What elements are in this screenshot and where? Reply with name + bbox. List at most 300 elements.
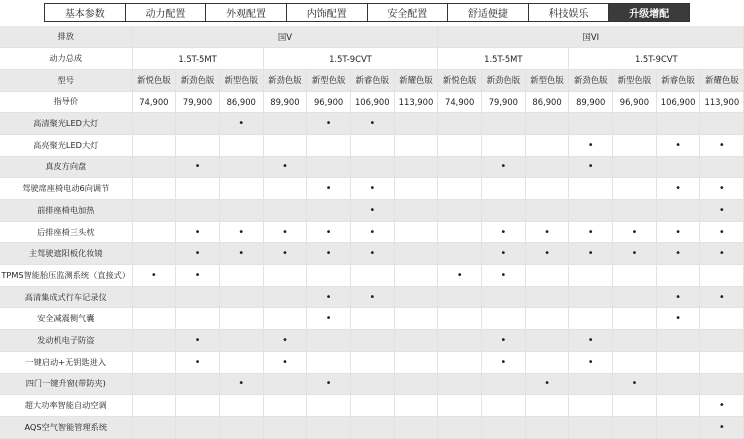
feature-row (0, 178, 744, 200)
feature-cell (438, 373, 482, 395)
standard-dot-icon: • (325, 291, 332, 303)
feature-cell (656, 134, 700, 156)
feature-label: 主驾驶遮阳板化妆镜 (0, 243, 132, 265)
model-row (0, 69, 744, 91)
feature-row (0, 243, 744, 265)
feature-cell (176, 265, 220, 287)
tab-7[interactable]: 科技娱乐 (528, 4, 609, 21)
feature-row (0, 113, 744, 135)
powertrain-group-1: 1.5T-5MT (132, 48, 263, 70)
feature-cell (656, 265, 700, 287)
model-cell: 新睿色版 (350, 69, 394, 91)
feature-cell (525, 416, 569, 438)
feature-cell (132, 156, 176, 178)
feature-cell (613, 134, 657, 156)
feature-cell (482, 286, 526, 308)
feature-cell (569, 416, 613, 438)
feature-cell (482, 113, 526, 135)
feature-cell (613, 373, 657, 395)
feature-cell (525, 265, 569, 287)
feature-cell (307, 373, 351, 395)
feature-label: 四门一键升窗(带防夹) (0, 373, 132, 395)
feature-cell (613, 178, 657, 200)
price-cell: 79,900 (482, 91, 526, 113)
feature-cell (307, 330, 351, 352)
tab-4[interactable]: 内饰配置 (286, 4, 367, 21)
feature-row (0, 134, 744, 156)
model-cell: 新耀色版 (700, 69, 744, 91)
feature-cell (569, 351, 613, 373)
standard-dot-icon: • (675, 291, 682, 303)
standard-dot-icon: • (194, 248, 201, 260)
emission-group-1: 国V (132, 26, 438, 48)
standard-dot-icon: • (544, 226, 550, 238)
standard-dot-icon: • (325, 118, 332, 130)
standard-dot-icon: • (194, 334, 201, 346)
feature-cell (656, 156, 700, 178)
feature-cell (525, 330, 569, 352)
feature-cell (176, 243, 220, 265)
feature-cell (438, 330, 482, 352)
feature-cell (700, 221, 744, 243)
feature-cell (263, 113, 307, 135)
standard-dot-icon: • (500, 269, 507, 281)
feature-cell (482, 351, 526, 373)
feature-cell (350, 416, 394, 438)
price-cell: 74,900 (132, 91, 176, 113)
standard-dot-icon: • (369, 291, 376, 303)
feature-cell (569, 286, 613, 308)
feature-cell (132, 373, 176, 395)
feature-cell (656, 330, 700, 352)
feature-cell (219, 113, 263, 135)
feature-label: 超大功率智能自动空调 (0, 395, 132, 417)
feature-cell (569, 243, 613, 265)
feature-cell (525, 156, 569, 178)
feature-cell (350, 134, 394, 156)
feature-cell (700, 416, 744, 438)
standard-dot-icon: • (150, 269, 157, 281)
model-cell: 新型色版 (219, 69, 263, 91)
feature-cell (132, 178, 176, 200)
feature-cell (525, 286, 569, 308)
feature-cell (656, 200, 700, 222)
feature-cell (482, 416, 526, 438)
model-cell: 新劲色版 (569, 69, 613, 91)
feature-cell (176, 221, 220, 243)
feature-cell (394, 373, 438, 395)
feature-cell (350, 308, 394, 330)
feature-cell (700, 113, 744, 135)
feature-cell (394, 156, 438, 178)
feature-cell (656, 395, 700, 417)
standard-dot-icon: • (718, 226, 725, 238)
feature-cell (307, 308, 351, 330)
feature-label: 发动机电子防盗 (0, 330, 132, 352)
row-label: 指导价 (0, 91, 132, 113)
feature-cell (307, 286, 351, 308)
feature-cell (438, 395, 482, 417)
feature-cell (613, 200, 657, 222)
standard-dot-icon: • (281, 226, 288, 238)
feature-cell (700, 134, 744, 156)
feature-cell (525, 373, 569, 395)
feature-row (0, 351, 744, 373)
feature-row (0, 373, 744, 395)
feature-cell (307, 156, 351, 178)
standard-dot-icon: • (325, 183, 332, 195)
feature-cell (656, 416, 700, 438)
standard-dot-icon: • (587, 334, 594, 346)
price-cell: 96,900 (613, 91, 657, 113)
standard-dot-icon: • (281, 356, 288, 368)
feature-label: AQS空气智能管理系统 (0, 416, 132, 438)
standard-dot-icon: • (194, 269, 201, 281)
standard-dot-icon: • (238, 118, 245, 130)
model-cell: 新型色版 (613, 69, 657, 91)
standard-dot-icon: • (238, 248, 245, 260)
feature-cell (132, 134, 176, 156)
feature-cell (482, 373, 526, 395)
feature-label: 真皮方向盘 (0, 156, 132, 178)
feature-cell (219, 200, 263, 222)
feature-cell (307, 395, 351, 417)
feature-cell (394, 134, 438, 156)
feature-cell (525, 243, 569, 265)
standard-dot-icon: • (587, 226, 594, 238)
feature-cell (176, 308, 220, 330)
standard-dot-icon: • (325, 226, 332, 238)
feature-cell (132, 395, 176, 417)
standard-dot-icon: • (718, 139, 725, 151)
feature-cell (219, 395, 263, 417)
tab-3[interactable]: 外观配置 (205, 4, 286, 21)
feature-cell (700, 156, 744, 178)
powertrain-group-3: 1.5T-5MT (438, 48, 569, 70)
feature-cell (700, 200, 744, 222)
feature-cell (482, 265, 526, 287)
feature-cell (219, 330, 263, 352)
feature-cell (482, 178, 526, 200)
standard-dot-icon: • (675, 313, 682, 325)
standard-dot-icon: • (718, 291, 725, 303)
feature-cell (350, 156, 394, 178)
feature-cell (438, 178, 482, 200)
feature-cell (656, 221, 700, 243)
feature-cell (263, 286, 307, 308)
standard-dot-icon: • (281, 248, 288, 260)
standard-dot-icon: • (544, 378, 550, 390)
feature-cell (307, 113, 351, 135)
feature-cell (350, 200, 394, 222)
feature-cell (656, 113, 700, 135)
standard-dot-icon: • (325, 313, 332, 325)
standard-dot-icon: • (631, 226, 638, 238)
feature-cell (350, 286, 394, 308)
standard-dot-icon: • (456, 269, 463, 281)
feature-cell (132, 286, 176, 308)
price-cell: 106,900 (656, 91, 700, 113)
feature-cell (394, 416, 438, 438)
price-row (0, 91, 744, 113)
feature-cell (132, 113, 176, 135)
feature-cell (656, 286, 700, 308)
feature-cell (219, 156, 263, 178)
standard-dot-icon: • (675, 139, 682, 151)
feature-cell (176, 286, 220, 308)
feature-cell (438, 134, 482, 156)
feature-cell (525, 221, 569, 243)
feature-cell (438, 265, 482, 287)
feature-cell (176, 373, 220, 395)
price-cell: 86,900 (525, 91, 569, 113)
feature-cell (525, 134, 569, 156)
tab-8[interactable]: 升级增配 (608, 4, 689, 21)
feature-cell (394, 330, 438, 352)
feature-cell (438, 243, 482, 265)
standard-dot-icon: • (194, 226, 201, 238)
row-label: 排放 (0, 26, 132, 48)
feature-cell (307, 200, 351, 222)
model-cell: 新悦色版 (132, 69, 176, 91)
standard-dot-icon: • (500, 161, 507, 173)
feature-cell (700, 330, 744, 352)
standard-dot-icon: • (281, 161, 288, 173)
feature-cell (219, 373, 263, 395)
feature-cell (613, 308, 657, 330)
feature-cell (176, 330, 220, 352)
feature-cell (307, 416, 351, 438)
model-cell: 新劲色版 (482, 69, 526, 91)
feature-label: 高清聚光LED大灯 (0, 113, 132, 135)
feature-cell (219, 134, 263, 156)
feature-cell (700, 178, 744, 200)
standard-dot-icon: • (675, 183, 682, 195)
price-cell: 89,900 (263, 91, 307, 113)
price-cell: 113,900 (700, 91, 744, 113)
feature-cell (263, 308, 307, 330)
feature-row (0, 416, 744, 438)
feature-label: 高亮聚光LED大灯 (0, 134, 132, 156)
feature-cell (700, 308, 744, 330)
feature-cell (176, 178, 220, 200)
feature-cell (350, 243, 394, 265)
model-cell: 新睿色版 (656, 69, 700, 91)
price-cell: 106,900 (350, 91, 394, 113)
feature-cell (394, 243, 438, 265)
standard-dot-icon: • (718, 248, 725, 260)
feature-cell (263, 330, 307, 352)
powertrain-group-2: 1.5T-9CVT (263, 48, 438, 70)
standard-dot-icon: • (587, 139, 594, 151)
feature-label: TPMS智能胎压监测系统（直接式） (0, 265, 132, 287)
row-label: 动力总成 (0, 48, 132, 70)
feature-cell (394, 308, 438, 330)
feature-cell (132, 416, 176, 438)
price-cell: 74,900 (438, 91, 482, 113)
standard-dot-icon: • (238, 226, 245, 238)
feature-cell (394, 113, 438, 135)
feature-cell (482, 221, 526, 243)
feature-cell (394, 221, 438, 243)
feature-cell (350, 330, 394, 352)
feature-cell (613, 265, 657, 287)
feature-cell (525, 178, 569, 200)
feature-label: 一键启动+无钥匙进入 (0, 351, 132, 373)
feature-cell (176, 113, 220, 135)
feature-cell (219, 308, 263, 330)
feature-cell (350, 351, 394, 373)
feature-cell (700, 373, 744, 395)
feature-cell (350, 178, 394, 200)
feature-cell (350, 265, 394, 287)
model-cell: 新劲色版 (176, 69, 220, 91)
feature-cell (132, 351, 176, 373)
powertrain-row (0, 48, 744, 70)
feature-cell (569, 113, 613, 135)
feature-label: 后排座椅三头枕 (0, 221, 132, 243)
standard-dot-icon: • (369, 248, 376, 260)
feature-cell (263, 221, 307, 243)
standard-dot-icon: • (675, 248, 682, 260)
price-cell: 96,900 (307, 91, 351, 113)
standard-dot-icon: • (238, 378, 245, 390)
feature-cell (438, 113, 482, 135)
emission-row (0, 26, 744, 48)
standard-dot-icon: • (718, 204, 725, 216)
config-tab-bar (44, 3, 690, 22)
tab-5[interactable]: 安全配置 (367, 4, 448, 21)
standard-dot-icon: • (194, 161, 201, 173)
feature-cell (132, 221, 176, 243)
feature-cell (132, 243, 176, 265)
feature-cell (394, 200, 438, 222)
feature-cell (263, 373, 307, 395)
standard-dot-icon: • (369, 226, 376, 238)
standard-dot-icon: • (194, 356, 201, 368)
standard-dot-icon: • (500, 226, 507, 238)
model-cell: 新型色版 (307, 69, 351, 91)
feature-cell (219, 416, 263, 438)
feature-cell (394, 351, 438, 373)
feature-cell (263, 243, 307, 265)
feature-cell (700, 395, 744, 417)
feature-cell (263, 395, 307, 417)
feature-cell (263, 134, 307, 156)
feature-cell (525, 200, 569, 222)
feature-cell (482, 134, 526, 156)
feature-row (0, 395, 744, 417)
feature-cell (525, 308, 569, 330)
feature-cell (438, 200, 482, 222)
tab-6[interactable]: 舒适便捷 (447, 4, 528, 21)
feature-cell (569, 265, 613, 287)
feature-cell (394, 178, 438, 200)
feature-cell (219, 243, 263, 265)
feature-cell (569, 178, 613, 200)
feature-cell (132, 200, 176, 222)
feature-cell (525, 113, 569, 135)
model-cell: 新悦色版 (438, 69, 482, 91)
feature-cell (482, 308, 526, 330)
feature-label: 高清集成式行车记录仪 (0, 286, 132, 308)
feature-cell (176, 134, 220, 156)
price-cell: 113,900 (394, 91, 438, 113)
standard-dot-icon: • (587, 356, 594, 368)
feature-cell (613, 351, 657, 373)
standard-dot-icon: • (544, 248, 550, 260)
model-cell: 新耀色版 (394, 69, 438, 91)
feature-cell (350, 113, 394, 135)
feature-cell (700, 286, 744, 308)
feature-row (0, 286, 744, 308)
feature-label: 安全减震侧气囊 (0, 308, 132, 330)
feature-cell (613, 416, 657, 438)
feature-row (0, 265, 744, 287)
feature-cell (700, 351, 744, 373)
model-cell: 新劲色版 (263, 69, 307, 91)
feature-cell (569, 308, 613, 330)
feature-cell (613, 113, 657, 135)
feature-cell (132, 265, 176, 287)
feature-cell (482, 395, 526, 417)
feature-cell (482, 156, 526, 178)
feature-cell (482, 243, 526, 265)
feature-cell (350, 373, 394, 395)
model-cell: 新型色版 (525, 69, 569, 91)
feature-cell (569, 156, 613, 178)
standard-dot-icon: • (718, 183, 725, 195)
feature-cell (569, 221, 613, 243)
feature-cell (438, 156, 482, 178)
feature-cell (656, 178, 700, 200)
feature-row (0, 308, 744, 330)
feature-cell (569, 395, 613, 417)
feature-label: 驾驶席座椅电动6向调节 (0, 178, 132, 200)
feature-row (0, 221, 744, 243)
feature-label: 前排座椅电加热 (0, 200, 132, 222)
feature-cell (613, 243, 657, 265)
feature-cell (438, 416, 482, 438)
feature-cell (219, 265, 263, 287)
feature-cell (394, 395, 438, 417)
feature-cell (569, 134, 613, 156)
feature-row (0, 200, 744, 222)
feature-row (0, 330, 744, 352)
feature-cell (438, 286, 482, 308)
feature-cell (438, 351, 482, 373)
feature-cell (263, 200, 307, 222)
feature-cell (656, 308, 700, 330)
feature-cell (482, 330, 526, 352)
standard-dot-icon: • (675, 226, 682, 238)
feature-cell (307, 243, 351, 265)
feature-cell (263, 156, 307, 178)
feature-cell (263, 265, 307, 287)
feature-cell (569, 330, 613, 352)
feature-cell (569, 373, 613, 395)
standard-dot-icon: • (631, 248, 638, 260)
feature-cell (438, 221, 482, 243)
tab-2[interactable]: 动力配置 (125, 4, 206, 21)
feature-cell (176, 351, 220, 373)
feature-cell (350, 395, 394, 417)
feature-cell (394, 286, 438, 308)
powertrain-group-4: 1.5T-9CVT (569, 48, 744, 70)
tab-1[interactable]: 基本参数 (45, 4, 125, 21)
standard-dot-icon: • (369, 118, 376, 130)
standard-dot-icon: • (281, 334, 288, 346)
